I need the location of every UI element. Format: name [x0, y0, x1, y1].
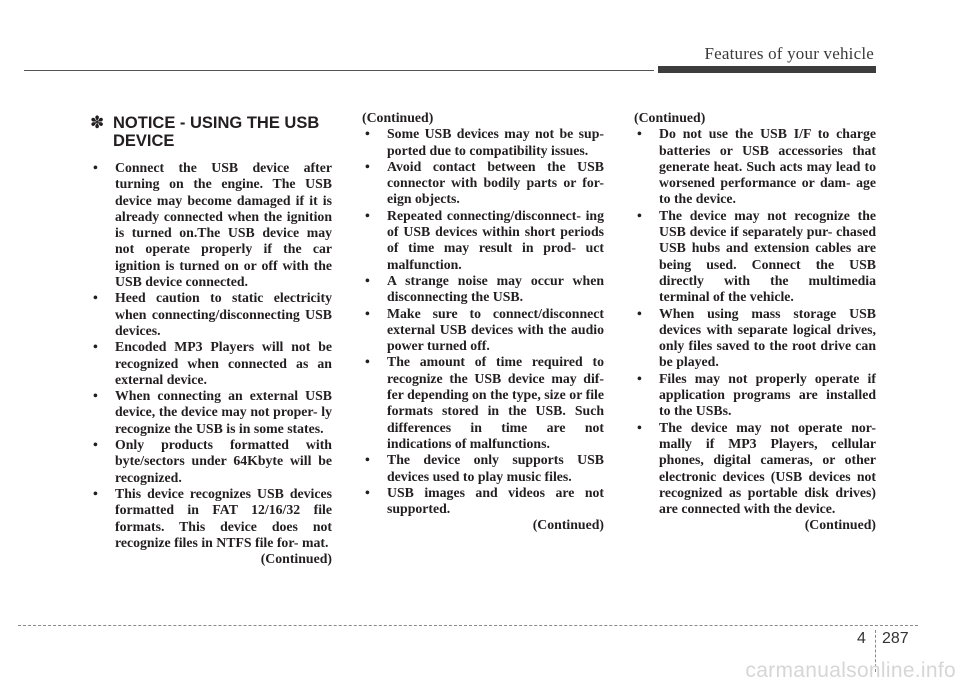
bullet-icon: • — [93, 290, 98, 306]
bullet-icon: • — [365, 207, 370, 223]
list-item: • When connecting an external USB device, the device may not proper- ly recognize the USB is in some states. — [93, 388, 332, 436]
list-item: • The device only supports USB devices used to play music files. — [365, 452, 604, 484]
list-item: • Make sure to connect/disconnect external USB devices with the audio power turned off. — [365, 305, 604, 354]
bullet-icon: • — [93, 485, 98, 501]
notice-list-1 — [90, 160, 332, 551]
list-item: • Connect the USB device after turning on the engine. The USB device may become damaged if it is already connected when the ignition is turned on.The USB device may not operate properly if the car ignition is turned on or off with the USB device connected. — [93, 160, 332, 290]
bullet-icon: • — [365, 484, 370, 500]
bullet-icon: • — [93, 437, 98, 453]
notice-star-icon: ✽ — [90, 113, 105, 132]
bullet-icon: • — [93, 388, 98, 404]
list-item: • Encoded MP3 Players will not be recognized when connected as an external device. — [93, 339, 332, 387]
list-item: • Do not use the USB I/F to charge batteries or USB accessories that generate heat. Such acts may lead to worsened performance or dam- age to the device. — [637, 126, 876, 207]
bullet-icon: • — [365, 354, 370, 370]
bullet-icon: • — [637, 419, 642, 435]
list-item: • Some USB devices may not be sup- ported due to compatibility issues. — [365, 126, 604, 158]
notice-list-3 — [634, 126, 876, 517]
list-item: • A strange noise may occur when disconnecting the USB. — [365, 272, 604, 305]
list-item: • Repeated connecting/disconnect- ing of USB devices within short periods of time may result in prod- uct malfunction. — [365, 207, 604, 272]
column-2 — [362, 110, 604, 534]
list-item: • Files may not properly operate if application programs are installed to the USBs. — [637, 370, 876, 419]
continued-top-label: (Continued) — [634, 110, 706, 125]
list-item: • The amount of time required to recognize the USB device may dif- fer depending on the type, size or file formats stored in the USB. Such differences in time are not indications of malfunctions. — [365, 354, 604, 451]
header-bar — [658, 66, 876, 73]
bullet-icon: • — [365, 158, 370, 174]
list-item: • Only products formatted with byte/sectors under 64Kbyte will be recognized. — [93, 437, 332, 485]
bullet-icon: • — [365, 305, 370, 321]
continued-label: (Continued) — [532, 517, 604, 533]
notice-list-2 — [362, 126, 604, 517]
continued-label: (Continued) — [804, 517, 876, 533]
bullet-icon: • — [365, 272, 370, 288]
list-item: • The device may not operate nor- mally if MP3 Players, cellular phones, digital cameras, or other electronic devices (USB devices not recognized as portable disk drives) are connected with the device. — [637, 419, 876, 517]
list-item: • USB images and videos are not supported. — [365, 484, 604, 517]
page-number: 287 — [882, 630, 909, 647]
list-item: • When using mass storage USB devices with separate logical drives, only files saved to the root drive can be played. — [637, 305, 876, 370]
footer-rule — [18, 625, 918, 626]
notice-heading — [90, 114, 332, 150]
notice-title: NOTICE - USING THE USB DEVICE — [113, 114, 320, 150]
bullet-icon: • — [365, 126, 370, 142]
column-1 — [90, 110, 332, 567]
continued-top-label: (Continued) — [362, 110, 434, 125]
bullet-icon: • — [365, 452, 370, 468]
chapter-number: 4 — [857, 630, 866, 647]
bullet-icon: • — [93, 339, 98, 355]
header-rule — [24, 70, 654, 71]
bullet-icon: • — [637, 207, 642, 223]
list-item: • Avoid contact between the USB connector with bodily parts or for- eign objects. — [365, 158, 604, 207]
list-item: • The device may not recognize the USB device if separately pur- chased USB hubs and extension cables are being used. Connect the USB directly with the multimedia terminal of the vehicle. — [637, 207, 876, 305]
bullet-icon: • — [637, 126, 642, 142]
list-item: • Heed caution to static electricity when connecting/disconnecting USB devices. — [93, 290, 332, 338]
header-title: Features of your vehicle — [704, 44, 874, 63]
list-item: • This device recognizes USB devices formatted in FAT 12/16/32 file formats. This device does not recognize files in NTFS file for- mat. — [93, 485, 332, 550]
bullet-icon: • — [637, 305, 642, 321]
continued-label: (Continued) — [260, 551, 332, 567]
bullet-icon: • — [637, 370, 642, 386]
column-3 — [634, 110, 876, 534]
watermark: carmanualsonline.info — [745, 659, 956, 682]
bullet-icon: • — [93, 160, 98, 175]
